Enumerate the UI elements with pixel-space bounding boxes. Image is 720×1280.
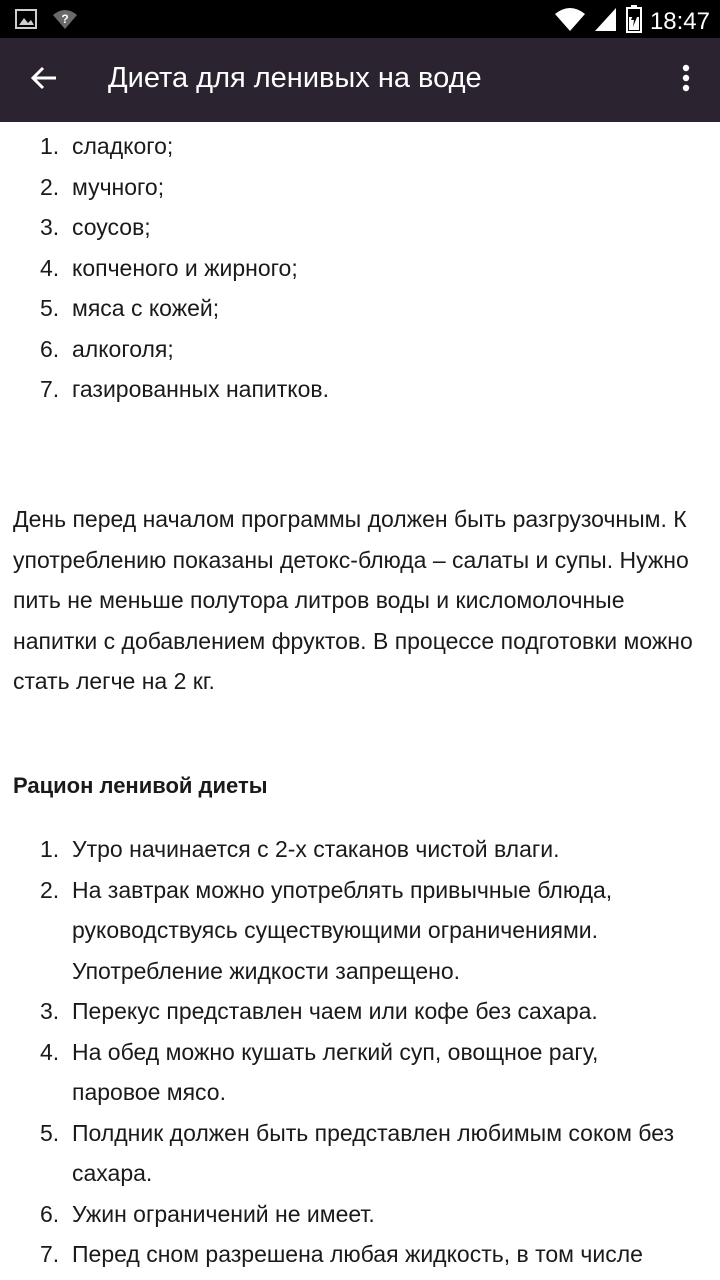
list-item: 5. Полдник должен быть представлен любимым соком без сахара. (40, 1119, 675, 1186)
excluded-foods-list (0, 126, 720, 410)
list-item: 7. Перед сном разрешена любая жидкость, в том числе (40, 1241, 643, 1267)
list-item: 4. копченого и жирного; (40, 254, 298, 281)
list-item-text: мяса с кожей; (72, 295, 220, 321)
diet-schedule-list (0, 829, 720, 1275)
list-item: 3. соусов; (40, 214, 151, 240)
list-item-text: сладкого; (72, 133, 174, 159)
status-time: 18:47 (649, 7, 710, 35)
list-item-text: мучного; (72, 173, 165, 200)
list-item: 6. Ужин ограничений не имеет. (40, 1200, 375, 1227)
list-item-text: соусов; (72, 214, 151, 240)
arrow-back-icon (30, 64, 58, 97)
list-item-text: На обед можно кушать легкий суп, овощное рагу, паровое мясо. (72, 1038, 599, 1105)
signal-icon (594, 6, 618, 37)
status-bar (0, 0, 720, 38)
section-heading: Рацион ленивой диеты (13, 773, 268, 798)
page-title: Диета для ленивых на воде (108, 62, 482, 94)
list-item-text: Ужин ограничений не имеет. (72, 1200, 375, 1227)
list-item: 2. мучного; (40, 173, 165, 200)
list-item-text: Утро начинается с 2-х стаканов чистой влаги. (72, 836, 560, 862)
list-item: 2. На завтрак можно употреблять привычные блюда, руководствуясь существующими ограничениями. Употребление жидкости запрещено. (40, 876, 613, 984)
list-item-text: алкоголя; (72, 335, 174, 362)
list-item: 1. сладкого; (40, 133, 174, 159)
list-item-text: Полдник должен быть представлен любимым соком без сахара. (72, 1119, 675, 1186)
list-item: 7. газированных напитков. (40, 376, 330, 402)
wifi-icon (554, 6, 586, 37)
article-content[interactable] (0, 122, 720, 1280)
more-vert-icon (682, 64, 690, 97)
list-item: 5. мяса с кожей; (40, 295, 220, 321)
list-item-text: газированных напитков. (72, 376, 330, 402)
list-item-text: Перекус представлен чаем или кофе без сахара. (72, 998, 598, 1024)
intro-paragraph: День перед началом программы должен быть разгрузочным. К употреблению показаны детокс-блюда – салаты и супы. Нужно пить не меньше полутора литров воды и кисломолочные напитки с добавлением фруктов. В процессе подготовки можно стать легче на 2 кг. (13, 506, 693, 694)
back-button[interactable] (22, 58, 66, 102)
battery-icon (626, 5, 642, 38)
app-bar (0, 38, 720, 122)
list-item: 6. алкоголя; (40, 335, 174, 362)
image-icon (14, 7, 38, 36)
question-icon (52, 7, 78, 36)
list-item-text: Перед сном разрешена любая жидкость, в том числе (72, 1241, 643, 1267)
svg-text:?: ? (61, 12, 69, 26)
list-item: 4. На обед можно кушать легкий суп, овощное рагу, паровое мясо. (40, 1038, 599, 1105)
list-item-text: копченого и жирного; (72, 254, 298, 281)
list-item: 1. Утро начинается с 2-х стаканов чистой влаги. (40, 836, 560, 862)
list-item: 3. Перекус представлен чаем или кофе без сахара. (40, 998, 598, 1024)
list-item-text: На завтрак можно употреблять привычные блюда, руководствуясь существующими ограничениями. Употребление жидкости запрещено. (72, 876, 613, 984)
overflow-menu-button[interactable] (666, 60, 706, 100)
